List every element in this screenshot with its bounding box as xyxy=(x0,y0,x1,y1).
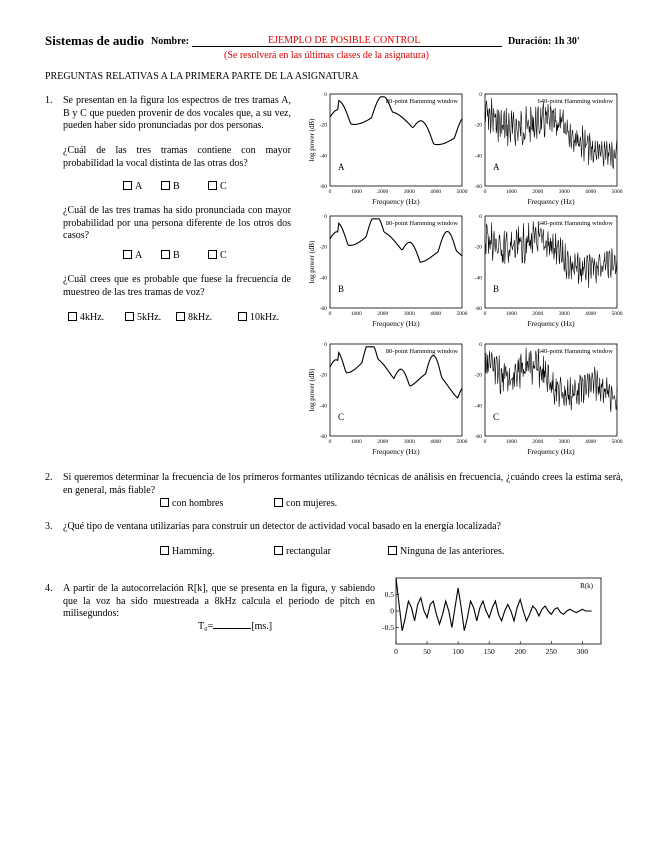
panel-title: 80-point Hamming window xyxy=(385,98,458,105)
panel-frame xyxy=(330,94,462,186)
x-tick-label: 3000 xyxy=(558,189,570,195)
checkbox[interactable] xyxy=(274,498,283,507)
y-axis-label: log power (dB) xyxy=(308,240,316,284)
q1c-option-5khz[interactable]: 5kHz. xyxy=(125,312,161,323)
x-tick-label: 3000 xyxy=(558,311,570,317)
q2-number: 2. xyxy=(45,472,53,483)
y-tick-label: -60 xyxy=(319,306,327,312)
q3-option-ninguna[interactable]: Ninguna de las anteriores. xyxy=(388,546,504,557)
x-tick-label: 0 xyxy=(394,647,398,656)
y-tick-label: 0 xyxy=(479,214,482,220)
x-axis-label: Frequency (Hz) xyxy=(527,319,575,328)
x-tick-label: 5000 xyxy=(456,311,468,317)
x-tick-label: 4000 xyxy=(430,439,442,445)
y-tick-label: -40 xyxy=(319,275,327,282)
y-axis-label: log power (dB) xyxy=(308,118,316,162)
x-tick-label: 0 xyxy=(328,439,332,445)
checkbox[interactable] xyxy=(123,250,132,259)
x-tick-label: 5000 xyxy=(611,189,623,195)
checkbox[interactable] xyxy=(160,498,169,507)
q3-number: 3. xyxy=(45,521,53,532)
q2-option-hombres[interactable]: con hombres xyxy=(160,498,223,509)
section-title: PREGUNTAS RELATIVAS A LA PRIMERA PARTE DE LA ASIGNATURA xyxy=(45,71,359,82)
panel-title: 640-point Hamming window xyxy=(537,220,613,227)
q4-number: 4. xyxy=(45,583,53,594)
panel-frame xyxy=(330,216,462,308)
x-tick-label: 4000 xyxy=(430,311,442,317)
x-tick-label: 3000 xyxy=(403,311,415,317)
nombre-label: Nombre: xyxy=(151,36,190,47)
x-tick-label: 4000 xyxy=(430,189,442,195)
x-tick-label: 5000 xyxy=(611,311,623,317)
checkbox[interactable] xyxy=(125,312,134,321)
q3-option-rectangular[interactable]: rectangular xyxy=(274,546,331,557)
q1c-option-8khz[interactable]: 8kHz. xyxy=(176,312,212,323)
y-tick-label: -20 xyxy=(474,122,482,129)
legend-label: R(k) xyxy=(580,582,593,590)
y-tick-label: -40 xyxy=(319,153,327,160)
q4-answer[interactable]: T₀= [ms.] xyxy=(198,621,273,632)
x-tick-label: 50 xyxy=(423,647,431,656)
plot-frame xyxy=(396,578,601,644)
x-tick-label: 2000 xyxy=(377,189,389,195)
q1a-text: ¿Cuál de las tres tramas contiene con mayor probabilidad la vocal distinta de las otras dos? xyxy=(63,145,291,169)
x-tick-label: 1000 xyxy=(350,439,362,445)
frame-label: B xyxy=(338,284,345,294)
x-tick-label: 4000 xyxy=(585,439,597,445)
spectrum-panel xyxy=(308,342,468,456)
x-axis-label: Frequency (Hz) xyxy=(527,447,575,456)
y-tick-label: 0 xyxy=(324,92,327,98)
panel-frame xyxy=(330,344,462,436)
q3-option-hamming[interactable]: Hamming. xyxy=(160,546,215,557)
y-tick-label: 0.5 xyxy=(384,590,394,599)
x-tick-label: 1000 xyxy=(505,439,517,445)
frame-label: B xyxy=(493,284,500,294)
checkbox[interactable] xyxy=(123,181,132,190)
checkbox[interactable] xyxy=(161,181,170,190)
duracion: Duración: 1h 30' xyxy=(508,36,580,47)
x-tick-label: 3000 xyxy=(558,439,570,445)
x-axis-label: Frequency (Hz) xyxy=(372,447,420,456)
x-tick-label: 2000 xyxy=(532,311,544,317)
x-tick-label: 4000 xyxy=(585,189,597,195)
frame-label: C xyxy=(493,412,500,422)
q1-intro: Se presentan en la figura los espectros de tres tramas A, B y C que pueden provenir de dos vocales que, a su vez, pueden haber sido pronunciadas por dos personas. xyxy=(63,95,291,131)
q1c-text: ¿Cuál crees que es probable que fuese la frecuencia de muestreo de las tres tramas de voz? xyxy=(63,274,291,298)
y-tick-label: -20 xyxy=(319,372,327,379)
x-axis-label: Frequency (Hz) xyxy=(372,197,420,206)
x-tick-label: 3000 xyxy=(403,189,415,195)
spectrum-panel xyxy=(475,214,623,328)
x-tick-label: 250 xyxy=(545,647,557,656)
x-axis-label: Frequency (Hz) xyxy=(372,319,420,328)
q1a-option-c[interactable]: C xyxy=(208,181,227,192)
frame-label: A xyxy=(338,162,345,172)
y-tick-label: -0.5 xyxy=(382,623,394,632)
q1b-option-c[interactable]: C xyxy=(208,250,227,261)
panel-title: 80-point Hamming window xyxy=(385,348,458,355)
y-axis-label: log power (dB) xyxy=(308,368,316,412)
y-tick-label: -40 xyxy=(319,403,327,410)
checkbox[interactable] xyxy=(208,181,217,190)
q2-option-mujeres[interactable]: con mujeres. xyxy=(274,498,337,509)
checkbox[interactable] xyxy=(161,250,170,259)
x-tick-label: 300 xyxy=(576,647,588,656)
spectrum-panel xyxy=(308,214,468,328)
q1a-option-b[interactable]: B xyxy=(161,181,180,192)
x-tick-label: 1000 xyxy=(505,311,517,317)
checkbox[interactable] xyxy=(274,546,283,555)
x-tick-label: 0 xyxy=(483,311,487,317)
y-tick-label: -20 xyxy=(319,122,327,129)
q1b-option-b[interactable]: B xyxy=(161,250,180,261)
x-tick-label: 0 xyxy=(483,439,487,445)
checkbox[interactable] xyxy=(160,546,169,555)
y-tick-label: 0 xyxy=(390,606,394,616)
nombre-value: EJEMPLO DE POSIBLE CONTROL xyxy=(268,35,421,46)
answer-blank[interactable] xyxy=(213,628,251,629)
frame-label: C xyxy=(338,412,345,422)
x-tick-label: 100 xyxy=(452,647,464,656)
x-tick-label: 0 xyxy=(328,189,332,195)
x-tick-label: 1000 xyxy=(505,189,517,195)
y-tick-label: -60 xyxy=(474,306,482,312)
y-tick-label: 0 xyxy=(479,342,482,348)
spectrum-panel xyxy=(475,92,623,206)
x-tick-label: 200 xyxy=(514,647,526,656)
autocorrelation-chart xyxy=(382,572,622,662)
x-tick-label: 1000 xyxy=(350,189,362,195)
y-tick-label: 0 xyxy=(324,214,327,220)
x-tick-label: 5000 xyxy=(456,189,468,195)
panel-title: 640-point Hamming window xyxy=(537,98,613,105)
y-tick-label: -20 xyxy=(474,244,482,251)
y-tick-label: -60 xyxy=(319,184,327,190)
y-tick-label: 0 xyxy=(479,92,482,98)
x-axis-label: Frequency (Hz) xyxy=(527,197,575,206)
q1b-text: ¿Cuál de las tres tramas ha sido pronunciada con mayor probabilidad por una persona diferente de los otros dos casos? xyxy=(63,205,291,241)
y-tick-label: -40 xyxy=(474,275,482,282)
nombre-line xyxy=(192,46,502,47)
x-tick-label: 5000 xyxy=(611,439,623,445)
y-tick-label: -60 xyxy=(474,434,482,440)
y-tick-label: 0 xyxy=(324,342,327,348)
panel-title: 80-point Hamming window xyxy=(385,220,458,227)
q4-text: A partir de la autocorrelación R[k], que se presenta en la figura, y sabiendo que la voz ha sido muestreada a 8kHz calcula el periodo de pitch en milisegundos: xyxy=(63,583,375,619)
q1a-option-a[interactable]: A xyxy=(123,181,142,192)
q1c-option-4khz[interactable]: 4kHz. xyxy=(68,312,104,323)
q1b-option-a[interactable]: A xyxy=(123,250,142,261)
x-tick-label: 3000 xyxy=(403,439,415,445)
checkbox[interactable] xyxy=(388,546,397,555)
x-tick-label: 1000 xyxy=(350,311,362,317)
frame-label: A xyxy=(493,162,500,172)
q2-text: Si queremos determinar la frecuencia de los primeros formantes utilizando técnicas de análisis en frecuencia, ¿cuándo crees la estima será, en general, más fiable? xyxy=(63,472,623,496)
checkbox[interactable] xyxy=(176,312,185,321)
checkbox[interactable] xyxy=(238,312,247,321)
checkbox[interactable] xyxy=(68,312,77,321)
spectrum-panel xyxy=(308,92,468,206)
x-tick-label: 150 xyxy=(483,647,495,656)
y-tick-label: -20 xyxy=(474,372,482,379)
x-tick-label: 2000 xyxy=(532,439,544,445)
spectra-figure xyxy=(300,88,630,456)
y-tick-label: -40 xyxy=(474,153,482,160)
x-tick-label: 2000 xyxy=(377,439,389,445)
x-tick-label: 4000 xyxy=(585,311,597,317)
x-tick-label: 2000 xyxy=(377,311,389,317)
x-tick-label: 5000 xyxy=(456,439,468,445)
x-tick-label: 2000 xyxy=(532,189,544,195)
q1-number: 1. xyxy=(45,95,53,106)
y-tick-label: -60 xyxy=(319,434,327,440)
q3-text: ¿Qué tipo de ventana utilizarías para construir un detector de actividad vocal basado en la energía localizada? xyxy=(63,521,501,532)
x-tick-label: 0 xyxy=(483,189,487,195)
x-tick-label: 0 xyxy=(328,311,332,317)
page-title: Sistemas de audio xyxy=(45,33,144,48)
y-tick-label: -40 xyxy=(474,403,482,410)
subtitle: (Se resolverá en las últimas clases de la asignatura) xyxy=(224,50,429,61)
spectrum-panel xyxy=(475,342,623,456)
checkbox[interactable] xyxy=(208,250,217,259)
y-tick-label: -60 xyxy=(474,184,482,190)
q1c-option-10khz[interactable]: 10kHz. xyxy=(238,312,279,323)
panel-title: 640-point Hamming window xyxy=(537,348,613,355)
y-tick-label: -20 xyxy=(319,244,327,251)
